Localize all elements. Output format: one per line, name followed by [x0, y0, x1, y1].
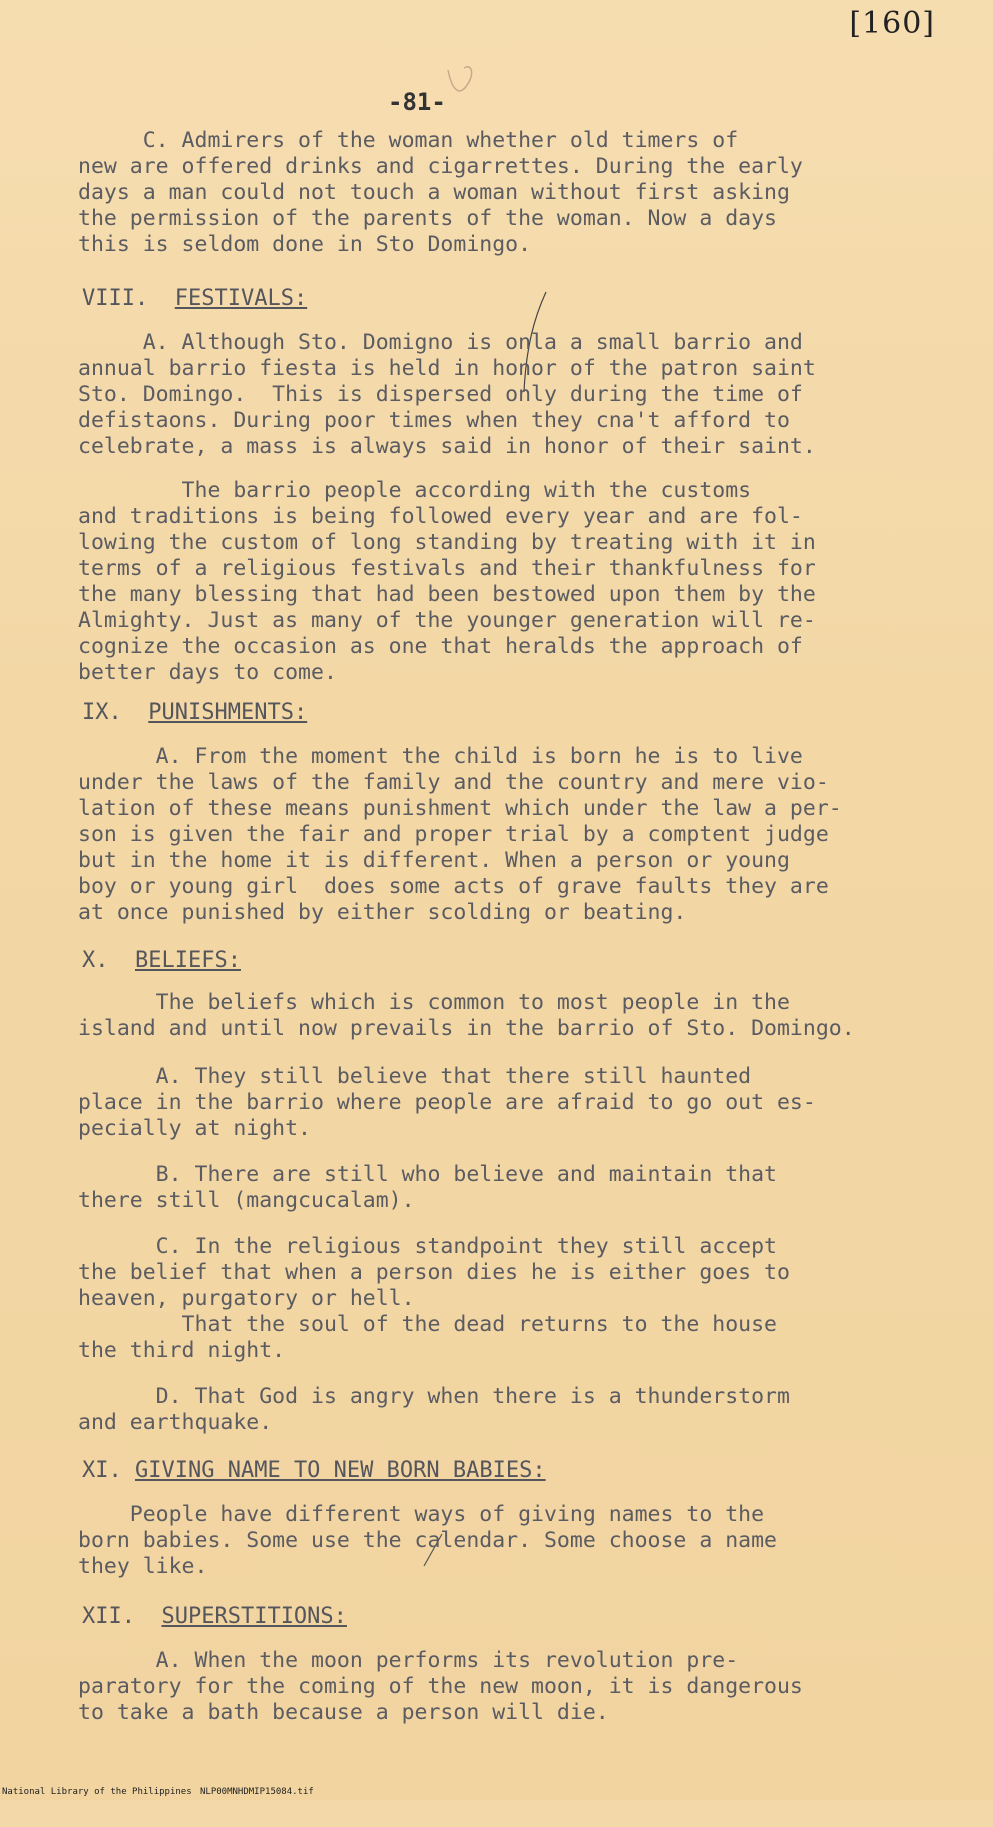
archive-page-note: [160]	[849, 6, 935, 41]
heading-number: X.	[82, 948, 109, 973]
paragraph-belief-c: C. In the religious standpoint they still accept the belief that when a person dies he is either goes to heaven, purgatory or hell. That the soul of the dead returns to the house the third night.	[78, 1234, 790, 1363]
paragraph-fiesta: A. Although Sto. Domigno is onla a small barrio and annual barrio fiesta is held in honor of the patron saint Sto. Domingo. This is dispersed only during the time of defistaons. During poor times when they cna't afford to celebrate, a mass is always said in honor of their saint.	[78, 330, 816, 459]
heading-beliefs	[82, 948, 241, 974]
heading-title: PUNISHMENTS:	[148, 700, 308, 725]
heading-title: FESTIVALS:	[174, 286, 308, 311]
paragraph-punishment: A. From the moment the child is born he is to live under the laws of the family and the country and mere vio- lation of these means punishment which under the law a per- son is given the fair and proper trial by a comptent judge but in the home it is different. When a person or young boy or young girl does some acts of grave faults they are at once punished by either scolding or beating.	[78, 744, 842, 925]
footer-library: National Library of the Philippines	[2, 1787, 192, 1797]
paragraph-belief-a: A. They still believe that there still haunted place in the barrio where people are afraid to go out es- pecially at night.	[78, 1064, 816, 1141]
heading-number: VIII.	[82, 286, 149, 311]
heading-number: XII.	[82, 1604, 135, 1629]
page-number: -81-	[388, 88, 446, 116]
paragraph-belief-d: D. That God is angry when there is a thunderstorm and earthquake.	[78, 1384, 790, 1435]
heading-superstitions	[82, 1604, 347, 1630]
paragraph-beliefs: The beliefs which is common to most people in the island and until now prevails in the barrio of Sto. Domingo.	[78, 990, 855, 1041]
paragraph-belief-b: B. There are still who believe and maintain that there still (mangcucalam).	[78, 1162, 777, 1213]
pen-mark-icon	[440, 60, 480, 110]
footer-filename: NLP00MNHDMIP15084.tif	[200, 1787, 314, 1797]
paragraph-names: People have different ways of giving names to the born babies. Some use the calendar. Some choose a name they like.	[78, 1502, 777, 1579]
heading-number: XI.	[82, 1458, 122, 1483]
heading-title: BELIEFS:	[135, 948, 241, 973]
scan-footer	[0, 1787, 993, 1827]
paragraph-superstition-a: A. When the moon performs its revolution pre- paratory for the coming of the new moon, it is dangerous to take a bath because a person will die.	[78, 1648, 803, 1725]
paragraph-customs: The barrio people according with the customs and traditions is being followed every year and are fol- lowing the custom of long standing by treating with it in terms of a religious festivals and their thankfulness for the many blessing that had been bestowed upon them by the Almighty. Just as many of the younger generation will re- cognize the occasion as one that heralds the approach of better days to come.	[78, 478, 816, 685]
heading-title: GIVING NAME TO NEW BORN BABIES:	[135, 1458, 546, 1483]
heading-number: IX.	[82, 700, 122, 725]
heading-giving-names	[82, 1458, 546, 1484]
heading-festivals	[82, 286, 307, 312]
paragraph-admirers: C. Admirers of the woman whether old timers of new are offered drinks and cigarrettes. During the early days a man could not touch a woman without first asking the permission of the parents of the woman. Now a days this is seldom done in Sto Domingo.	[78, 128, 803, 257]
heading-punishments	[82, 700, 307, 726]
heading-title: SUPERSTITIONS:	[161, 1604, 347, 1629]
